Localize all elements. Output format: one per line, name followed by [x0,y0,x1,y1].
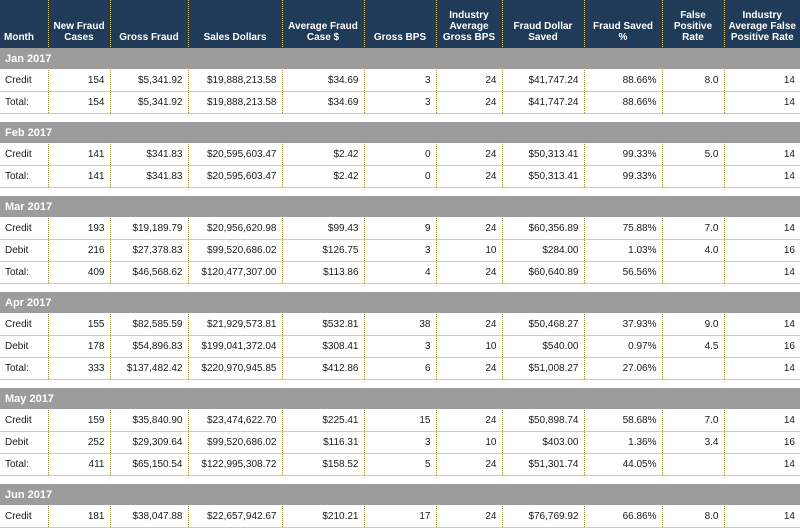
cell-new-fraud-cases: 409 [48,262,110,284]
cell-average-fraud-case: $308.41 [282,336,364,358]
cell-gross-bps: 0 [364,144,436,166]
group-header-row[interactable] [0,196,800,218]
cell-industry-average-gross-bps: 24 [436,262,502,284]
cell-fraud-saved-pct: 99.33% [584,166,662,188]
cell-sales-dollars: $220,970,945.85 [188,358,282,380]
cell-gross-bps: 3 [364,70,436,92]
group-header-row[interactable] [0,388,800,410]
cell-sales-dollars: $20,595,603.47 [188,144,282,166]
cell-sales-dollars: $99,520,686.02 [188,432,282,454]
cell-gross-fraud: $5,341.92 [110,70,188,92]
cell-average-fraud-case: $225.41 [282,410,364,432]
cell-gross-bps: 17 [364,506,436,528]
cell-industry-average-gross-bps: 24 [436,70,502,92]
cell-false-positive-rate [662,262,724,284]
cell-industry-average-gross-bps: 10 [436,336,502,358]
cell-industry-average-false-positive-rate: 14 [724,314,800,336]
cell-average-fraud-case: $116.31 [282,432,364,454]
cell-row-label: Total: [0,92,48,114]
cell-gross-bps: 0 [364,166,436,188]
cell-industry-average-gross-bps: 10 [436,432,502,454]
cell-gross-bps: 6 [364,358,436,380]
cell-new-fraud-cases: 155 [48,314,110,336]
column-header-month[interactable]: Month [0,0,48,48]
cell-row-label: Credit [0,218,48,240]
cell-fraud-dollar-saved: $540.00 [502,336,584,358]
cell-average-fraud-case: $113.86 [282,262,364,284]
cell-false-positive-rate [662,166,724,188]
cell-false-positive-rate: 4.5 [662,336,724,358]
cell-new-fraud-cases: 216 [48,240,110,262]
cell-gross-fraud: $19,189.79 [110,218,188,240]
header-row [0,0,800,48]
group-spacer [0,188,800,196]
cell-gross-bps: 3 [364,92,436,114]
cell-fraud-dollar-saved: $76,769.92 [502,506,584,528]
table-row[interactable] [0,432,800,454]
cell-fraud-saved-pct: 1.03% [584,240,662,262]
cell-new-fraud-cases: 178 [48,336,110,358]
cell-false-positive-rate [662,454,724,476]
cell-false-positive-rate: 4.0 [662,240,724,262]
cell-new-fraud-cases: 181 [48,506,110,528]
cell-gross-bps: 38 [364,314,436,336]
table-total-row[interactable] [0,92,800,114]
cell-row-label: Credit [0,144,48,166]
cell-sales-dollars: $122,995,308.72 [188,454,282,476]
cell-fraud-saved-pct: 99.33% [584,144,662,166]
cell-false-positive-rate: 9.0 [662,314,724,336]
group-spacer-cell [0,380,800,388]
column-header-sales-dollars[interactable]: Sales Dollars [188,0,282,48]
cell-gross-fraud: $82,585.59 [110,314,188,336]
cell-fraud-saved-pct: 27.06% [584,358,662,380]
cell-fraud-saved-pct: 44.05% [584,454,662,476]
cell-fraud-saved-pct: 75.88% [584,218,662,240]
table-row[interactable] [0,70,800,92]
table-row[interactable] [0,506,800,528]
cell-gross-fraud: $35,840.90 [110,410,188,432]
cell-gross-bps: 4 [364,262,436,284]
group-title: May 2017 [0,388,800,410]
cell-sales-dollars: $120,477,307.00 [188,262,282,284]
cell-new-fraud-cases: 333 [48,358,110,380]
cell-gross-bps: 3 [364,432,436,454]
group-spacer [0,284,800,292]
cell-false-positive-rate [662,358,724,380]
table-total-row[interactable] [0,166,800,188]
cell-fraud-saved-pct: 1.36% [584,432,662,454]
table-body [0,48,800,528]
cell-fraud-saved-pct: 0.97% [584,336,662,358]
column-header-false-positive-rate[interactable]: False Positive Rate [662,0,724,48]
cell-fraud-saved-pct: 88.66% [584,70,662,92]
cell-industry-average-false-positive-rate: 16 [724,336,800,358]
cell-average-fraud-case: $210.21 [282,506,364,528]
cell-gross-bps: 3 [364,336,436,358]
cell-fraud-saved-pct: 56.56% [584,262,662,284]
cell-industry-average-gross-bps: 10 [436,240,502,262]
cell-sales-dollars: $22,657,942.67 [188,506,282,528]
column-header-industry-average-false-positive-rate[interactable]: Industry Average False Positive Rate [724,0,800,48]
cell-fraud-dollar-saved: $50,313.41 [502,166,584,188]
cell-industry-average-gross-bps: 24 [436,410,502,432]
cell-fraud-dollar-saved: $60,640.89 [502,262,584,284]
group-spacer-cell [0,284,800,292]
cell-gross-fraud: $27,378.83 [110,240,188,262]
group-spacer [0,380,800,388]
cell-new-fraud-cases: 411 [48,454,110,476]
cell-industry-average-false-positive-rate: 14 [724,506,800,528]
cell-sales-dollars: $20,956,620.98 [188,218,282,240]
cell-fraud-dollar-saved: $60,356.89 [502,218,584,240]
group-spacer-cell [0,476,800,484]
cell-row-label: Total: [0,262,48,284]
cell-gross-fraud: $29,309.64 [110,432,188,454]
cell-row-label: Total: [0,358,48,380]
table-row[interactable] [0,410,800,432]
cell-fraud-dollar-saved: $41,747.24 [502,92,584,114]
cell-false-positive-rate [662,92,724,114]
cell-fraud-saved-pct: 66.86% [584,506,662,528]
cell-industry-average-false-positive-rate: 14 [724,410,800,432]
cell-average-fraud-case: $99.43 [282,218,364,240]
cell-average-fraud-case: $126.75 [282,240,364,262]
group-header-row[interactable] [0,292,800,314]
cell-false-positive-rate: 8.0 [662,70,724,92]
table-row[interactable] [0,240,800,262]
cell-gross-fraud: $65,150.54 [110,454,188,476]
cell-industry-average-false-positive-rate: 14 [724,262,800,284]
table-row[interactable] [0,218,800,240]
cell-industry-average-false-positive-rate: 14 [724,144,800,166]
cell-row-label: Credit [0,70,48,92]
cell-gross-fraud: $54,896.83 [110,336,188,358]
cell-gross-fraud: $38,047.88 [110,506,188,528]
group-spacer-cell [0,114,800,122]
cell-row-label: Credit [0,506,48,528]
cell-new-fraud-cases: 159 [48,410,110,432]
group-title: Jun 2017 [0,484,800,506]
cell-fraud-saved-pct: 37.93% [584,314,662,336]
column-header-gross-bps[interactable]: Gross BPS [364,0,436,48]
cell-gross-bps: 9 [364,218,436,240]
cell-false-positive-rate: 7.0 [662,410,724,432]
cell-gross-bps: 15 [364,410,436,432]
cell-industry-average-gross-bps: 24 [436,506,502,528]
cell-sales-dollars: $20,595,603.47 [188,166,282,188]
cell-average-fraud-case: $532.81 [282,314,364,336]
cell-average-fraud-case: $34.69 [282,92,364,114]
column-header-average-fraud-case[interactable]: Average Fraud Case $ [282,0,364,48]
cell-fraud-saved-pct: 58.68% [584,410,662,432]
cell-new-fraud-cases: 252 [48,432,110,454]
cell-row-label: Credit [0,410,48,432]
cell-row-label: Total: [0,454,48,476]
cell-fraud-saved-pct: 88.66% [584,92,662,114]
cell-fraud-dollar-saved: $403.00 [502,432,584,454]
cell-new-fraud-cases: 154 [48,92,110,114]
cell-sales-dollars: $99,520,686.02 [188,240,282,262]
cell-industry-average-false-positive-rate: 14 [724,454,800,476]
cell-sales-dollars: $21,929,573.81 [188,314,282,336]
cell-sales-dollars: $19,888,213.58 [188,70,282,92]
cell-industry-average-false-positive-rate: 14 [724,92,800,114]
cell-gross-fraud: $137,482.42 [110,358,188,380]
cell-average-fraud-case: $158.52 [282,454,364,476]
cell-new-fraud-cases: 141 [48,166,110,188]
cell-average-fraud-case: $34.69 [282,70,364,92]
cell-false-positive-rate: 3.4 [662,432,724,454]
cell-fraud-dollar-saved: $51,008.27 [502,358,584,380]
cell-row-label: Total: [0,166,48,188]
cell-industry-average-false-positive-rate: 14 [724,166,800,188]
group-header-row[interactable] [0,484,800,506]
cell-false-positive-rate: 5.0 [662,144,724,166]
cell-industry-average-gross-bps: 24 [436,92,502,114]
column-header-fraud-saved-pct[interactable]: Fraud Saved % [584,0,662,48]
table-total-row[interactable] [0,454,800,476]
table-row[interactable] [0,336,800,358]
cell-industry-average-false-positive-rate: 16 [724,240,800,262]
cell-industry-average-false-positive-rate: 14 [724,358,800,380]
group-title: Feb 2017 [0,122,800,144]
cell-sales-dollars: $199,041,372.04 [188,336,282,358]
cell-new-fraud-cases: 141 [48,144,110,166]
column-header-gross-fraud[interactable]: Gross Fraud [110,0,188,48]
column-header-industry-average-gross-bps[interactable]: Industry Average Gross BPS [436,0,502,48]
cell-industry-average-false-positive-rate: 16 [724,432,800,454]
cell-fraud-dollar-saved: $50,313.41 [502,144,584,166]
cell-industry-average-false-positive-rate: 14 [724,218,800,240]
cell-row-label: Debit [0,240,48,262]
group-spacer-cell [0,188,800,196]
cell-row-label: Credit [0,314,48,336]
cell-average-fraud-case: $412.86 [282,358,364,380]
cell-average-fraud-case: $2.42 [282,166,364,188]
table-row[interactable] [0,314,800,336]
cell-industry-average-gross-bps: 24 [436,314,502,336]
group-spacer [0,476,800,484]
cell-sales-dollars: $23,474,622.70 [188,410,282,432]
table-header [0,0,800,48]
group-header-row[interactable] [0,122,800,144]
group-title: Jan 2017 [0,48,800,70]
cell-sales-dollars: $19,888,213.58 [188,92,282,114]
cell-gross-fraud: $341.83 [110,166,188,188]
group-header-row[interactable] [0,48,800,70]
cell-row-label: Debit [0,336,48,358]
cell-average-fraud-case: $2.42 [282,144,364,166]
cell-industry-average-gross-bps: 24 [436,166,502,188]
column-header-new-fraud-cases[interactable]: New Fraud Cases [48,0,110,48]
cell-row-label: Debit [0,432,48,454]
cell-fraud-dollar-saved: $50,898.74 [502,410,584,432]
cell-gross-fraud: $46,568.62 [110,262,188,284]
cell-fraud-dollar-saved: $50,468.27 [502,314,584,336]
group-title: Mar 2017 [0,196,800,218]
cell-fraud-dollar-saved: $284.00 [502,240,584,262]
cell-fraud-dollar-saved: $41,747.24 [502,70,584,92]
cell-industry-average-gross-bps: 24 [436,144,502,166]
column-header-fraud-dollar-saved[interactable]: Fraud Dollar Saved [502,0,584,48]
table-row[interactable] [0,144,800,166]
cell-gross-fraud: $5,341.92 [110,92,188,114]
table-total-row[interactable] [0,358,800,380]
cell-industry-average-false-positive-rate: 14 [724,70,800,92]
group-spacer [0,114,800,122]
cell-gross-bps: 3 [364,240,436,262]
cell-gross-bps: 5 [364,454,436,476]
cell-industry-average-gross-bps: 24 [436,454,502,476]
cell-new-fraud-cases: 154 [48,70,110,92]
group-title: Apr 2017 [0,292,800,314]
cell-false-positive-rate: 8.0 [662,506,724,528]
cell-new-fraud-cases: 193 [48,218,110,240]
cell-gross-fraud: $341.83 [110,144,188,166]
cell-industry-average-gross-bps: 24 [436,358,502,380]
cell-industry-average-gross-bps: 24 [436,218,502,240]
table-total-row[interactable] [0,262,800,284]
cell-fraud-dollar-saved: $51,301.74 [502,454,584,476]
cell-false-positive-rate: 7.0 [662,218,724,240]
